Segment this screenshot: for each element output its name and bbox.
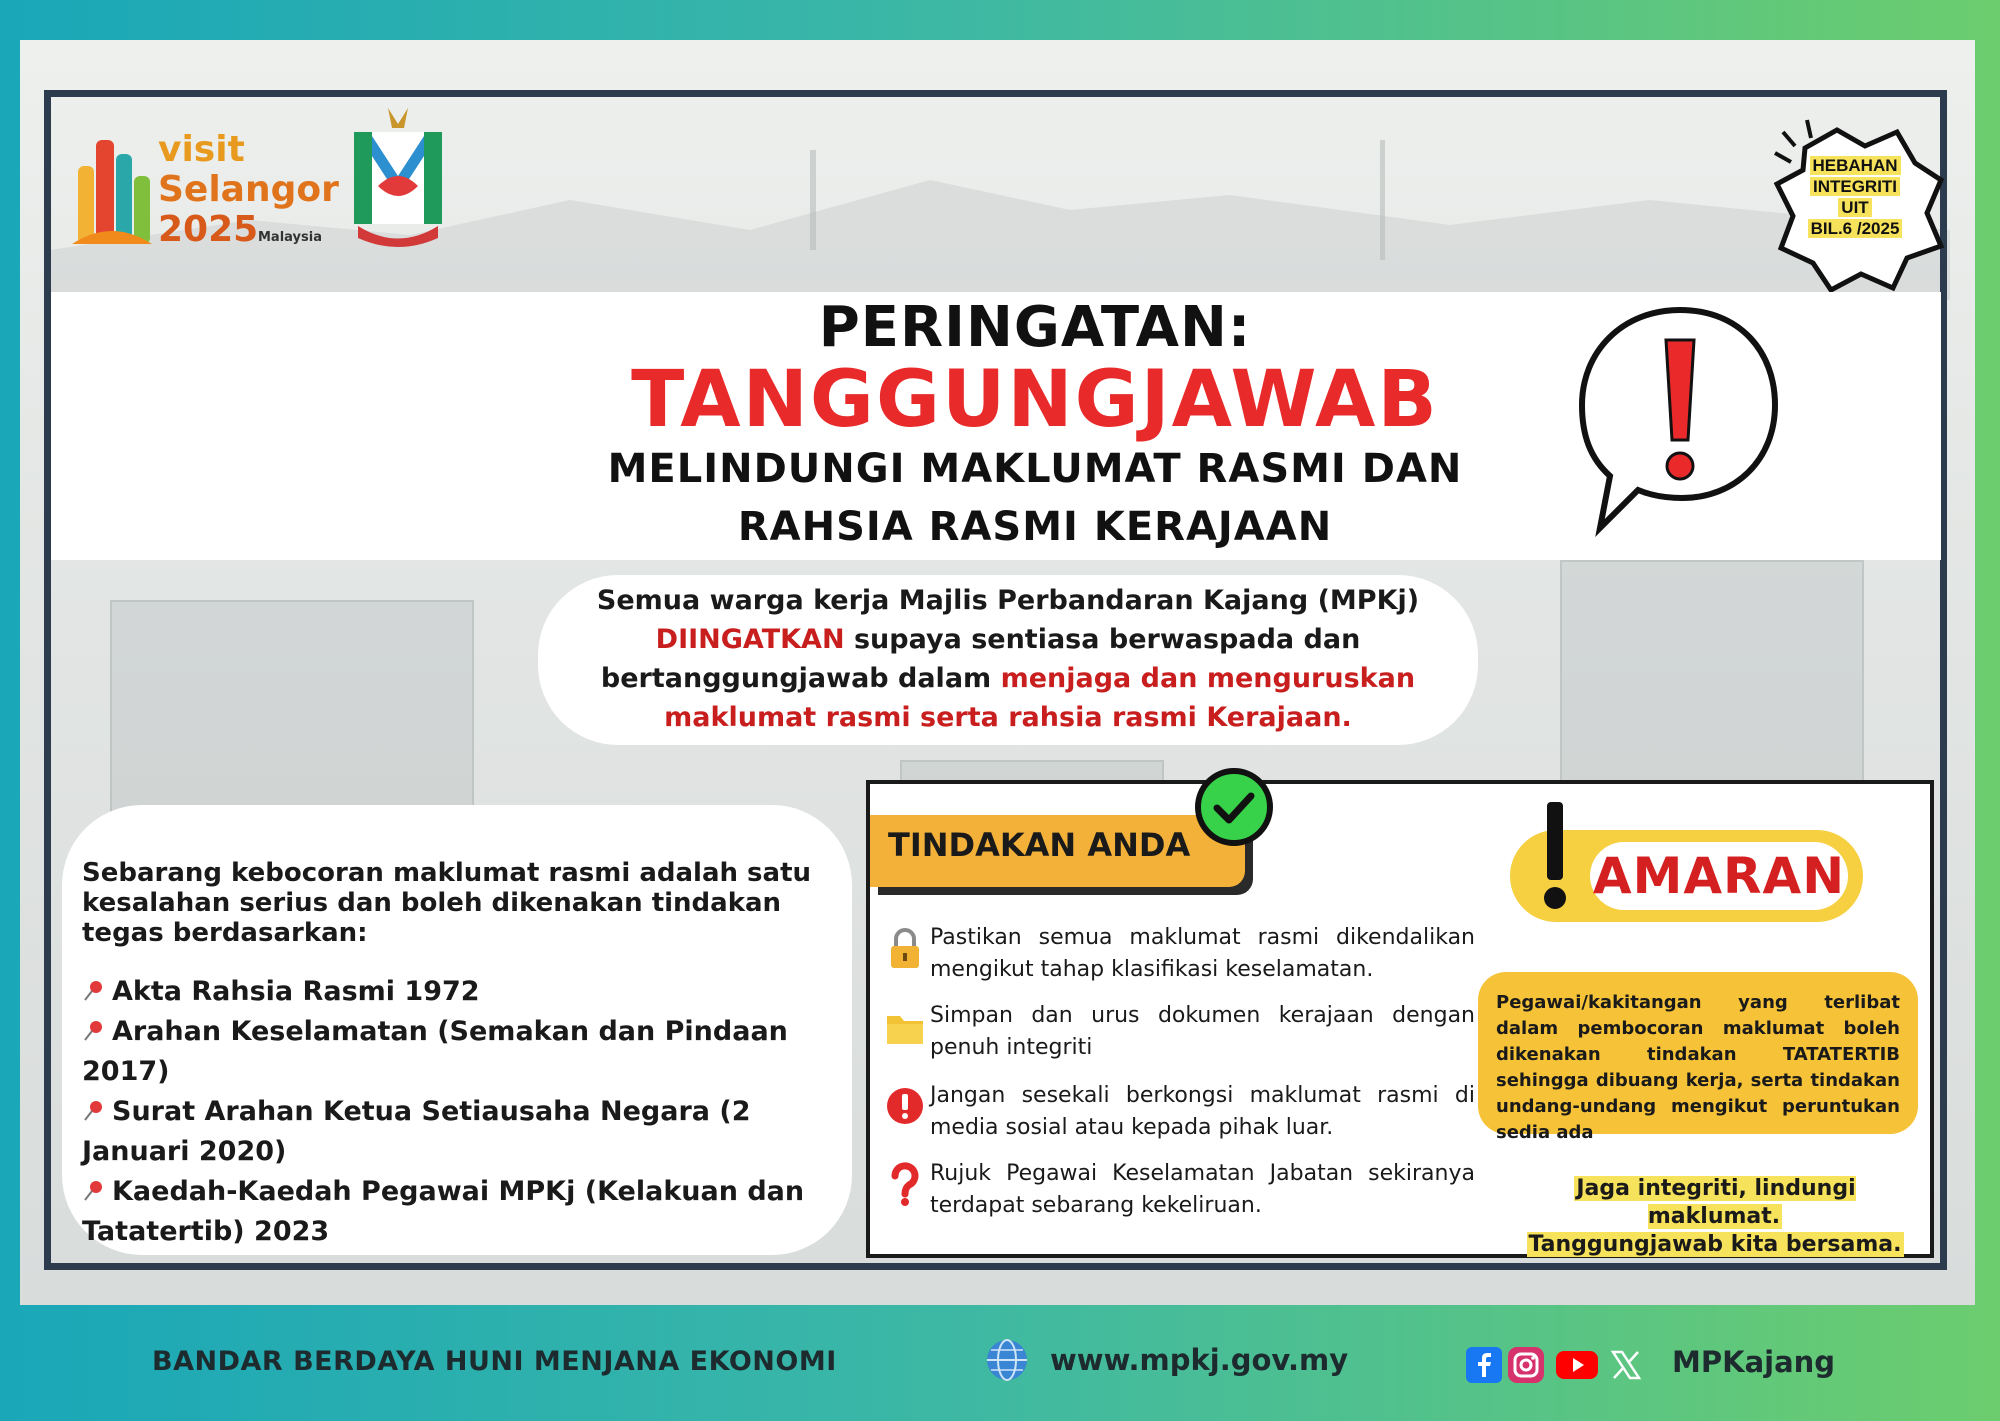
legal-basis-list (82, 972, 842, 1252)
reminder-message: Semua warga kerja Majlis Perbandaran Kajang (MPKj) DIINGATKAN supaya sentiasa berwaspada dan bertanggungjawab dalam menjaga dan menguruskan maklumat rasmi serta rahsia rasmi Kerajaan. (538, 575, 1478, 745)
action-item: Pastikan semua maklumat rasmi dikendalikan mengikut tahap klasifikasi keselamatan. (885, 922, 1485, 992)
action-item: Jangan sesekali berkongsi maklumat rasmi di media sosial atau kepada pihak luar. (885, 1080, 1485, 1150)
mpkj-logo (348, 106, 448, 256)
facebook-icon[interactable] (1466, 1347, 1502, 1383)
action-item: Rujuk Pegawai Keselamatan Jabatan sekiranya terdapat sebarang kekeliruan. (885, 1158, 1485, 1228)
integrity-badge-text: HEBAHAN INTEGRITI UIT BIL.6 /2025 (1780, 155, 1930, 239)
list-item: Kaedah-Kaedah Pegawai MPKj (Kelakuan dan Tatatertib) 2023 (82, 1176, 805, 1247)
question-icon (885, 1162, 925, 1206)
heading-tanggungjawab: TANGGUNGJAWAB (631, 355, 1439, 445)
x-icon[interactable] (1608, 1347, 1644, 1383)
visit-selangor-wordmark: visit Selangor 2025 Malaysia (158, 129, 339, 250)
pushpin-icon (82, 1019, 106, 1043)
exclamation-icon (885, 1084, 925, 1128)
youtube-icon[interactable] (1556, 1347, 1598, 1383)
check-icon (1193, 766, 1275, 848)
list-item: Akta Rahsia Rasmi 1972 (82, 972, 842, 1012)
exclamation-mark-icon (1535, 802, 1575, 912)
list-item: Arahan Keselamatan (Semakan dan Pindaan 2017) (82, 1016, 788, 1087)
website-link[interactable]: www.mpkj.gov.my (1050, 1343, 1349, 1377)
footer-tagline: BANDAR BERDAYA HUNI MENJANA EKONOMI (152, 1346, 837, 1377)
list-item: Surat Arahan Ketua Setiausaha Negara (2 Januari 2020) (82, 1096, 751, 1167)
heading-subtitle: MELINDUNGI MAKLUMAT RASMI DAN RAHSIA RASMI KERAJAAN (607, 446, 1463, 550)
pushpin-icon (82, 1099, 106, 1123)
instagram-icon[interactable] (1508, 1347, 1544, 1383)
pushpin-icon (82, 1179, 106, 1203)
slogan: Jaga integriti, lindungi maklumat. Tanggungjawab kita bersama. (1528, 1176, 1902, 1257)
amaran-warning-text: Pegawai/kakitangan yang terlibat dalam pembocoran maklumat boleh dikenakan tindakan TATATERTIB sehingga dibuang kerja, serta tindakan undang-undang mengikut peruntukan sedia ada (1478, 972, 1918, 1134)
folder-icon (885, 1004, 925, 1048)
amaran-label: AMARAN (1590, 842, 1848, 910)
heading-peringatan: PERINGATAN: (818, 295, 1252, 360)
social-handle[interactable]: MPKajang (1672, 1345, 1836, 1379)
tindakan-title: TINDAKAN ANDA (888, 826, 1191, 864)
warning-speech-bubble-icon (1570, 300, 1790, 540)
lock-icon (885, 926, 925, 970)
legal-basis-intro: Sebarang kebocoran maklumat rasmi adalah satu kesalahan serius dan boleh dikenakan tindakan tegas berdasarkan: (82, 858, 812, 948)
globe-icon (985, 1338, 1029, 1382)
action-item: Simpan dan urus dokumen kerajaan dengan penuh integriti (885, 1000, 1485, 1070)
pushpin-icon (82, 979, 106, 1003)
